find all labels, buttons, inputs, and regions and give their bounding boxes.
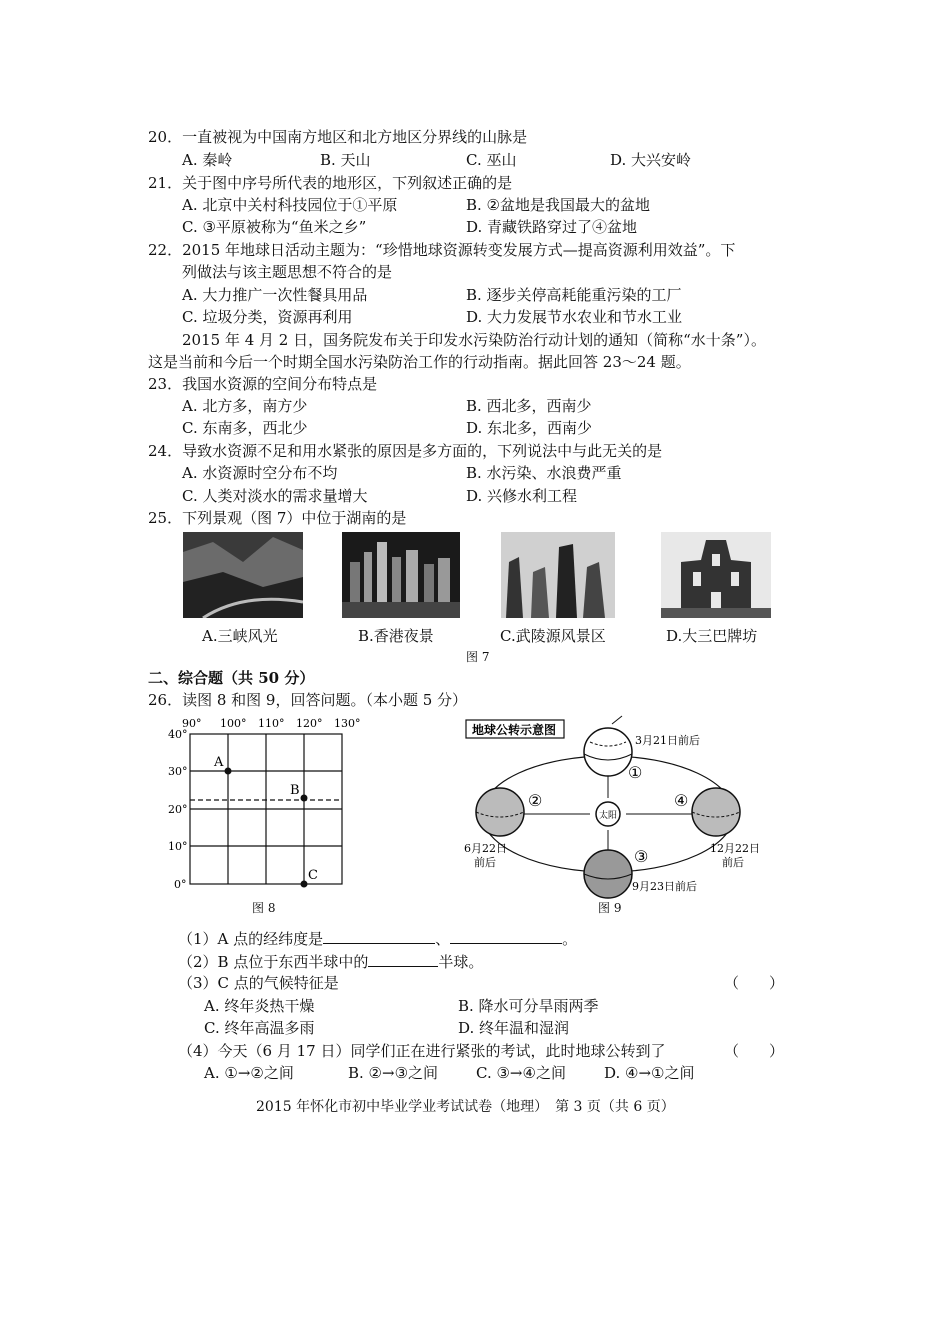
sun-label: 太阳 — [599, 811, 618, 821]
q23-option-c: C. 东南多，西北少 — [182, 419, 308, 437]
q22-option-c: C. 垃圾分类，资源再利用 — [182, 308, 353, 326]
earth-top-icon — [584, 716, 632, 776]
q26-p4-option-a: A. ①→②之间 — [204, 1064, 294, 1082]
hongkong-night-photo — [342, 532, 460, 618]
lon-label-90: 90° — [182, 717, 202, 730]
q22-option-a: A. 大力推广一次性餐具用品 — [182, 286, 368, 304]
lon-label-100: 100° — [220, 717, 247, 730]
orbit-num-1: ① — [628, 763, 643, 782]
q26-p1-blank1[interactable] — [323, 929, 435, 944]
date-sep23: 9月23日前后 — [632, 880, 697, 893]
q26-p4-option-c: C. ③→④之间 — [476, 1064, 566, 1082]
q22-option-b: B. 逐步关停高耗能重污染的工厂 — [466, 286, 682, 304]
three-gorges-photo — [183, 532, 303, 618]
q25-stem: 25．下列景观（图 7）中位于湖南的是 — [148, 509, 407, 527]
q26-p1-blank2[interactable] — [450, 929, 562, 944]
earth-bottom-icon — [584, 850, 632, 898]
q26-p3-option-d: D. 终年温和湿润 — [458, 1019, 570, 1037]
lon-label-120: 120° — [296, 717, 323, 730]
q22-option-d: D. 大力发展节水农业和节水工业 — [466, 308, 683, 326]
q23-stem: 23．我国水资源的空间分布特点是 — [148, 375, 378, 393]
q26-p3-option-a: A. 终年炎热干燥 — [204, 997, 315, 1015]
q24-option-c: C. 人类对淡水的需求量增大 — [182, 487, 368, 505]
q21-option-b: B. ②盆地是我国最大的盆地 — [466, 196, 651, 214]
point-c-marker — [301, 881, 308, 888]
q24-stem: 24．导致水资源不足和用水紧张的原因是多方面的，下列说法中与此无关的是 — [148, 442, 663, 460]
q20-option-d: D. 大兴安岭 — [610, 151, 692, 169]
q26-p1-sep: 、 — [435, 930, 451, 948]
intro-line1: 2015 年 4 月 2 日，国务院发布关于印发水污染防治行动计划的通知（简称“水十条”）。 — [182, 331, 766, 349]
q26-stem: 26．读图 8 和图 9，回答问题。（本小题 5 分） — [148, 691, 468, 709]
q24-option-a: A. 水资源时空分布不均 — [182, 464, 338, 482]
figure9-orbit-diagram — [460, 714, 780, 914]
point-a-marker — [225, 768, 232, 775]
lat-label-10: 10° — [168, 840, 188, 853]
q26-p1-end: 。 — [562, 930, 578, 948]
date-jun22: 6月22日 — [464, 842, 507, 855]
point-a-label: A — [214, 755, 224, 770]
q26-p2-text: （2）B 点位于东西半球中的 — [178, 953, 369, 971]
q25-caption-d: D.大三巴牌坊 — [666, 627, 758, 645]
figure7-label: 图 7 — [466, 650, 490, 664]
q25-caption-b: B.香港夜景 — [358, 627, 434, 645]
lat-label-30: 30° — [168, 765, 188, 778]
earth-left-icon — [476, 788, 524, 836]
q20-option-a: A. 秦岭 — [182, 151, 233, 169]
q26-p2 — [178, 952, 483, 971]
intro-line2: 这是当前和今后一个时期全国水污染防治工作的行动指南。据此回答 23～24 题。 — [148, 353, 691, 371]
date-dec22-suffix: 前后 — [722, 856, 744, 869]
q26-p2-blank[interactable] — [368, 952, 438, 967]
q21-option-d: D. 青藏铁路穿过了④盆地 — [466, 218, 638, 236]
q26-p1-text: （1）A 点的经纬度是 — [178, 930, 324, 948]
q21-stem: 21．关于图中序号所代表的地形区，下列叙述正确的是 — [148, 174, 513, 192]
q24-option-b: B. 水污染、水浪费严重 — [466, 464, 622, 482]
earth-right-icon — [692, 788, 740, 836]
q26-p1 — [178, 929, 577, 948]
q21-option-a: A. 北京中关村科技园位于①平原 — [182, 196, 398, 214]
date-dec22: 12月22日 — [710, 842, 760, 855]
q26-p2-end: 半球。 — [438, 953, 484, 971]
q25-caption-a: A.三峡风光 — [202, 627, 278, 645]
orbit-num-2: ② — [528, 791, 543, 810]
q20-stem: 20．一直被视为中国南方地区和北方地区分界线的山脉是 — [148, 128, 528, 146]
q25-caption-c: C.武陵源风景区 — [500, 627, 606, 645]
q26-p4: （4）今天（6 月 17 日）同学们正在进行紧张的考试，此时地球公转到了 — [178, 1042, 666, 1060]
orbit-num-3: ③ — [634, 847, 649, 866]
section2-heading: 二、综合题（共 50 分） — [148, 669, 315, 687]
lat-label-40: 40° — [168, 728, 188, 741]
lat-label-20: 20° — [168, 803, 188, 816]
q20-option-c: C. 巫山 — [466, 151, 517, 169]
q26-p4-option-d: D. ④→①之间 — [604, 1064, 695, 1082]
q26-p3-option-c: C. 终年高温多雨 — [204, 1019, 315, 1037]
q26-p3-option-b: B. 降水可分旱雨两季 — [458, 997, 599, 1015]
date-jun22-suffix: 前后 — [474, 856, 496, 869]
point-b-label: B — [290, 783, 300, 798]
orbit-num-4: ④ — [674, 791, 689, 810]
ruins-st-paul-photo — [661, 532, 771, 618]
page-footer: 2015 年怀化市初中毕业学业考试试卷（地理） 第 3 页（共 6 页） — [256, 1099, 675, 1115]
date-mar21: 3月21日前后 — [635, 734, 700, 747]
q22-stem-line2: 列做法与该主题思想不符合的是 — [182, 263, 393, 281]
q21-option-c: C. ③平原被称为“鱼米之乡” — [182, 218, 367, 236]
q26-p4-answer-paren[interactable]: （ ） — [724, 1042, 785, 1060]
q26-p4-option-b: B. ②→③之间 — [348, 1064, 439, 1082]
wulingyuan-photo — [501, 532, 615, 618]
q26-p3-answer-paren[interactable]: （ ） — [724, 974, 785, 992]
q26-p3: （3）C 点的气候特征是 — [178, 974, 339, 992]
q23-option-b: B. 西北多，西南少 — [466, 397, 592, 415]
lon-label-130: 130° — [334, 717, 360, 730]
q24-option-d: D. 兴修水利工程 — [466, 487, 578, 505]
figure8-label: 图 8 — [252, 901, 276, 915]
point-c-label: C — [308, 868, 318, 883]
q23-option-d: D. 东北多，西南少 — [466, 419, 593, 437]
orbit-title: 地球公转示意图 — [472, 723, 557, 737]
point-b-marker — [301, 795, 308, 802]
figure9-label: 图 9 — [598, 901, 622, 915]
q23-option-a: A. 北方多，南方少 — [182, 397, 308, 415]
figure8-grid-map — [160, 714, 360, 912]
lon-label-110: 110° — [258, 717, 285, 730]
q22-stem-line1: 22．2015 年地球日活动主题为：“珍惜地球资源转变发展方式—提高资源利用效益”。下 — [148, 241, 736, 259]
q20-option-b: B. 天山 — [320, 151, 371, 169]
lat-label-0: 0° — [174, 878, 187, 891]
